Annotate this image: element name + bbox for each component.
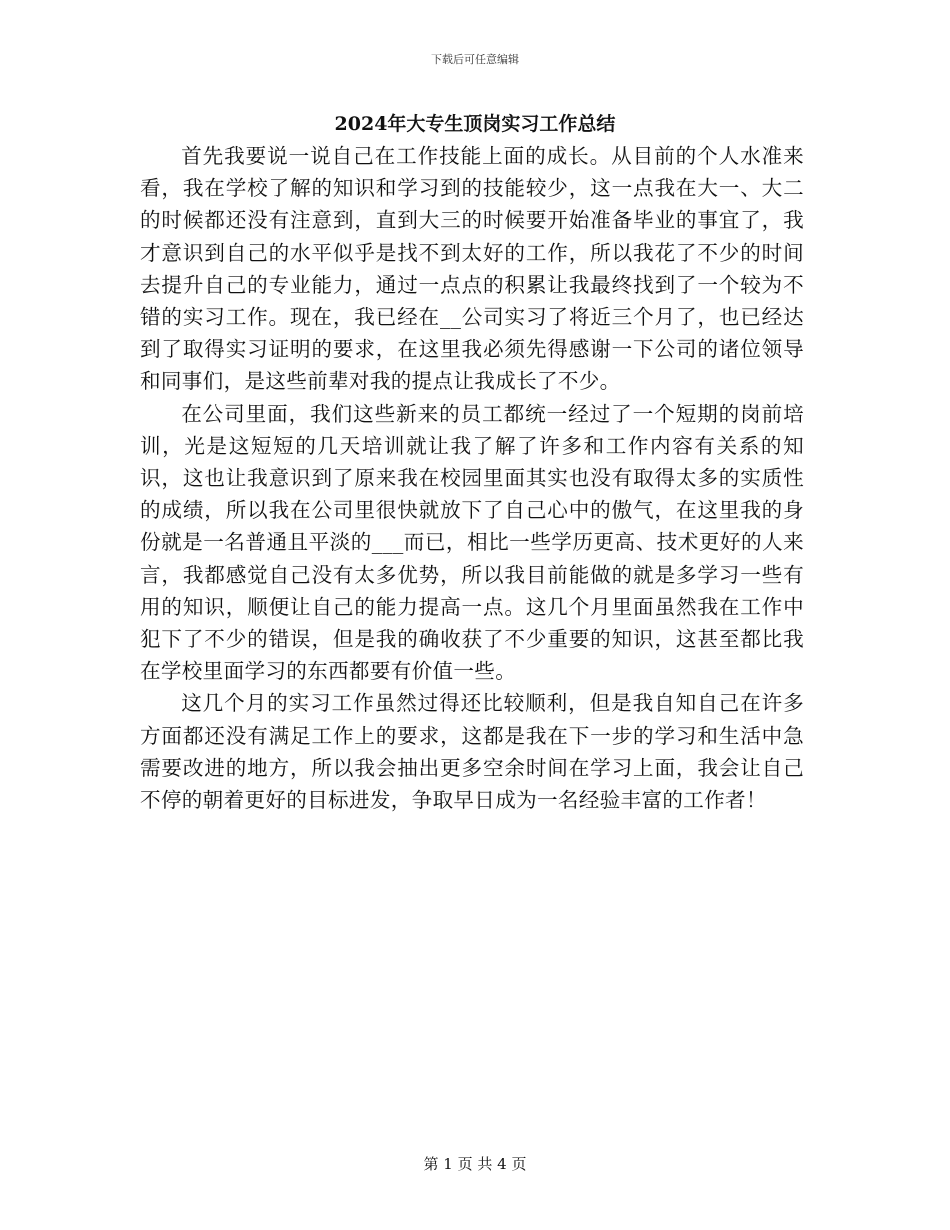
body-paragraph-3: 这几个月的实习工作虽然过得还比较顺利，但是我自知自己在许多方面都还没有满足工作上的要求，这都是我在下一步的学习和生活中急需要改进的地方，所以我会抽出更多空余时间在学习上面，我会让自己不停的朝着更好的目标进发，争取早日成为一名经验丰富的工作者！ — [140, 691, 804, 813]
page-number-footer: 第 1 页 共 4 页 — [423, 1155, 527, 1173]
body-paragraph-1: 首先我要说一说自己在工作技能上面的成长。从目前的个人水准来看，我在学校了解的知识和学习到的技能较少，这一点我在大一、大二的时候都还没有注意到，直到大三的时候要开始准备毕业的事宜了，我才意识到自己的水平似乎是找不到太好的工作，所以我花了不少的时间去提升自己的专业能力，通过一点点的积累让我最终找到了一个较为不错的实习工作。现在，我已经在__公司实习了将近三个月了，也已经达到了取得实习证明的要求，在这里我必须先得感谢一下公司的诸位领导和同事们，是这些前辈对我的提点让我成长了不少。 — [140, 144, 804, 394]
document-title: 2024年大专生顶岗实习工作总结 — [334, 113, 616, 135]
body-paragraph-2: 在公司里面，我们这些新来的员工都统一经过了一个短期的岗前培训，光是这短短的几天培训就让我了解了许多和工作内容有关系的知识，这也让我意识到了原来我在校园里面其实也没有取得太多的实质性的成绩，所以我在公司里很快就放下了自己心中的傲气，在这里我的身份就是一名普通且平淡的___而已，相比一些学历更高、技术更好的人来言，我都感觉自己没有太多优势，所以我目前能做的就是多学习一些有用的知识，顺便让自己的能力提高一点。这几个月里面虽然我在工作中犯下了不少的错误，但是我的确收获了不少重要的知识，这甚至都比我在学校里面学习的东西都要有价值一些。 — [140, 401, 804, 684]
document-body — [140, 140, 804, 816]
page-header-note: 下载后可任意编辑 — [431, 53, 519, 66]
